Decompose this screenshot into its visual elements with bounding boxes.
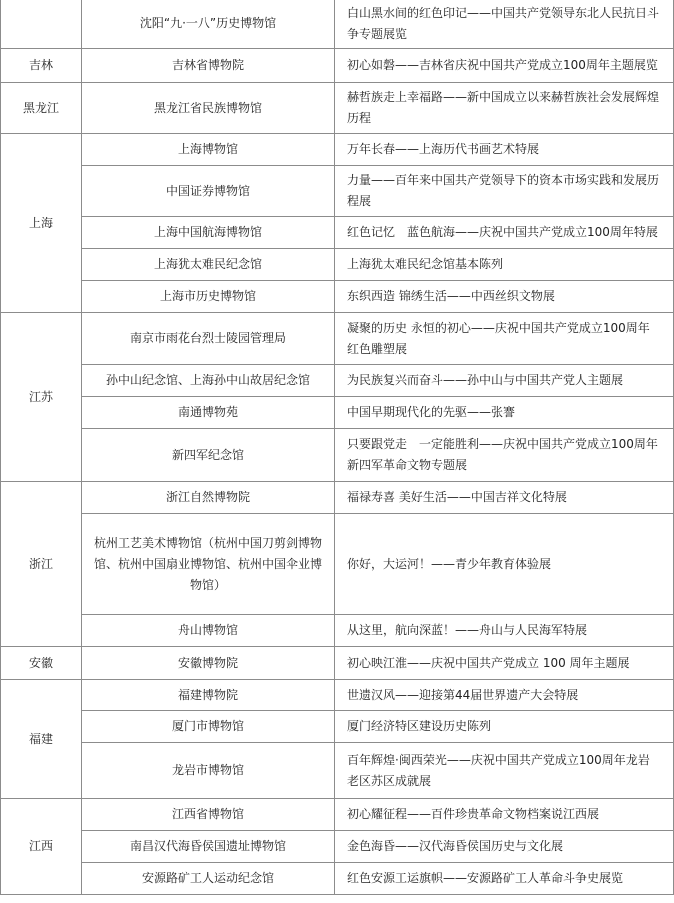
province-cell	[1, 0, 82, 49]
exhibit-cell: 白山黑水间的红色印记——中国共产党领导东北人民抗日斗争专题展览	[335, 0, 674, 49]
museum-cell: 厦门市博物馆	[82, 711, 335, 743]
table-row	[1, 680, 674, 711]
museum-cell: 浙江自然博物院	[82, 482, 335, 514]
table-row	[1, 281, 674, 313]
province-cell: 浙江	[1, 482, 82, 647]
museum-cell: 黑龙江省民族博物馆	[82, 83, 335, 134]
museum-cell: 上海中国航海博物馆	[82, 217, 335, 249]
table-row	[1, 482, 674, 514]
museum-cell: 杭州工艺美术博物馆（杭州中国刀剪剑博物馆、杭州中国扇业博物馆、杭州中国伞业博物馆）	[82, 514, 335, 615]
museum-cell: 安徽博物院	[82, 647, 335, 680]
exhibit-cell: 初心耀征程——百件珍贵革命文物档案说江西展	[335, 799, 674, 831]
province-cell: 江苏	[1, 313, 82, 482]
exhibit-cell: 红色记忆 蓝色航海——庆祝中国共产党成立100周年特展	[335, 217, 674, 249]
exhibit-cell: 东织西造 锦绣生活——中西丝织文物展	[335, 281, 674, 313]
table-row	[1, 831, 674, 863]
museum-cell: 龙岩市博物馆	[82, 743, 335, 799]
museum-cell: 中国证券博物馆	[82, 166, 335, 217]
museum-cell: 上海博物馆	[82, 134, 335, 166]
museum-cell: 安源路矿工人运动纪念馆	[82, 863, 335, 895]
province-cell: 安徽	[1, 647, 82, 680]
table-row	[1, 863, 674, 895]
exhibit-cell: 只要跟党走 一定能胜利——庆祝中国共产党成立100周年新四军革命文物专题展	[335, 429, 674, 482]
table-row	[1, 615, 674, 647]
exhibit-cell: 初心映江淮——庆祝中国共产党成立 100 周年主题展	[335, 647, 674, 680]
museum-cell: 吉林省博物院	[82, 49, 335, 83]
exhibit-cell: 福禄寿喜 美好生活——中国吉祥文化特展	[335, 482, 674, 514]
museum-cell: 沈阳“九·一八”历史博物馆	[82, 0, 335, 49]
exhibit-cell: 上海犹太难民纪念馆基本陈列	[335, 249, 674, 281]
museum-cell: 上海犹太难民纪念馆	[82, 249, 335, 281]
exhibit-cell: 凝聚的历史 永恒的初心——庆祝中国共产党成立100周年红色雕塑展	[335, 313, 674, 365]
museum-cell: 舟山博物馆	[82, 615, 335, 647]
exhibit-cell: 厦门经济特区建设历史陈列	[335, 711, 674, 743]
museum-cell: 福建博物院	[82, 680, 335, 711]
table-row	[1, 249, 674, 281]
museum-cell: 新四军纪念馆	[82, 429, 335, 482]
exhibit-cell: 力量——百年来中国共产党领导下的资本市场实践和发展历程展	[335, 166, 674, 217]
table-row	[1, 365, 674, 397]
province-cell: 吉林	[1, 49, 82, 83]
exhibit-cell: 百年辉煌·闽西荣光——庆祝中国共产党成立100周年龙岩老区苏区成就展	[335, 743, 674, 799]
table-row	[1, 49, 674, 83]
museum-cell: 江西省博物馆	[82, 799, 335, 831]
table-row	[1, 134, 674, 166]
museum-cell: 上海市历史博物馆	[82, 281, 335, 313]
table-row	[1, 514, 674, 615]
table-body	[1, 0, 674, 895]
province-cell: 黑龙江	[1, 83, 82, 134]
table-row	[1, 217, 674, 249]
table-row	[1, 429, 674, 482]
exhibit-cell: 金色海昏——汉代海昏侯国历史与文化展	[335, 831, 674, 863]
museum-cell: 南京市雨花台烈士陵园管理局	[82, 313, 335, 365]
table-row	[1, 166, 674, 217]
province-cell: 上海	[1, 134, 82, 313]
table-row	[1, 0, 674, 49]
museum-cell: 南通博物苑	[82, 397, 335, 429]
table-row	[1, 647, 674, 680]
table-row	[1, 397, 674, 429]
museum-cell: 南昌汉代海昏侯国遗址博物馆	[82, 831, 335, 863]
table-row	[1, 313, 674, 365]
exhibit-cell: 红色安源工运旗帜——安源路矿工人革命斗争史展览	[335, 863, 674, 895]
table-row	[1, 743, 674, 799]
province-cell: 福建	[1, 680, 82, 799]
table-row	[1, 711, 674, 743]
exhibit-cell: 赫哲族走上幸福路——新中国成立以来赫哲族社会发展辉煌历程	[335, 83, 674, 134]
province-cell: 江西	[1, 799, 82, 895]
table-row	[1, 83, 674, 134]
exhibit-cell: 初心如磐——吉林省庆祝中国共产党成立100周年主题展览	[335, 49, 674, 83]
exhibit-cell: 中国早期现代化的先驱——张謇	[335, 397, 674, 429]
exhibit-cell: 从这里，航向深蓝！——舟山与人民海军特展	[335, 615, 674, 647]
exhibit-cell: 万年长春——上海历代书画艺术特展	[335, 134, 674, 166]
exhibit-cell: 世遗汉风——迎接第44届世界遗产大会特展	[335, 680, 674, 711]
exhibit-cell: 你好，大运河！——青少年教育体验展	[335, 514, 674, 615]
table-row	[1, 799, 674, 831]
exhibit-cell: 为民族复兴而奋斗——孙中山与中国共产党人主题展	[335, 365, 674, 397]
museum-cell: 孙中山纪念馆、上海孙中山故居纪念馆	[82, 365, 335, 397]
